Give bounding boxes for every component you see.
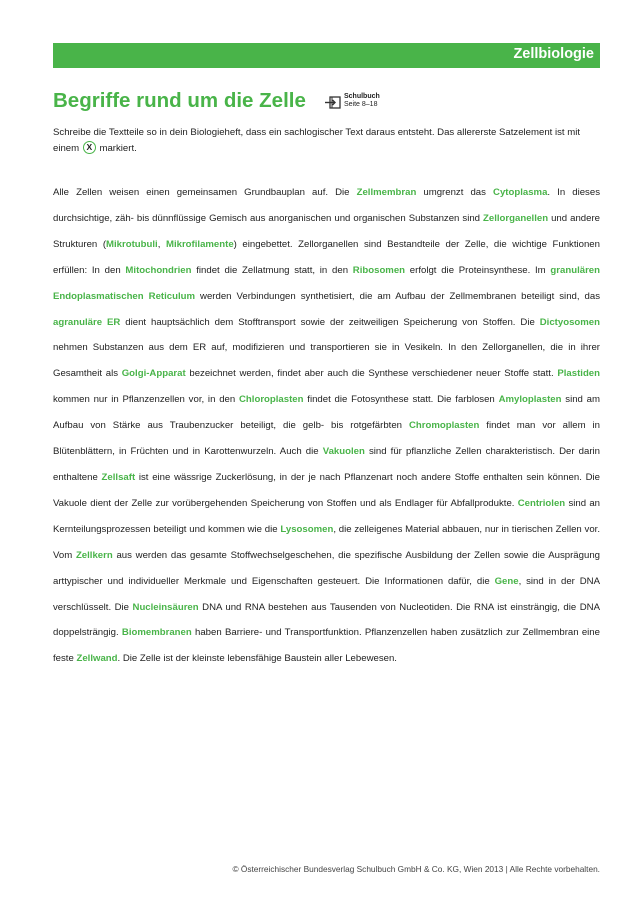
key-term: Zellorganellen	[483, 212, 549, 224]
body-text-segment: sind für pflanzliche Zellen charakteristisch. Der darin enthaltene	[53, 446, 600, 483]
instruction-before: Schreibe die Textteile so in dein Biologieheft, dass ein sachlogischer Text daraus entsteht. Das allererste Satzelement ist mit einem	[53, 127, 581, 154]
body-text-segment: haben Barriere- und Transportfunktion. Pflanzenzellen haben zusätzlich zur Zellmembran eine feste	[53, 627, 600, 665]
body-text-segment: bezeichnet werden, findet aber auch die Synthese verschiedener neuer Stoffe statt.	[185, 368, 558, 380]
key-term: Amyloplasten	[498, 394, 562, 406]
key-term: Chromoplasten	[408, 420, 480, 432]
key-term: granulären Endoplasmatischen Reticulum	[53, 264, 601, 302]
body-text-segment: erfolgt die Proteinsynthese. Im	[405, 264, 551, 276]
key-term: Biomembranen	[121, 627, 192, 639]
key-term: Ribosomen	[352, 264, 406, 276]
body-text-segment: ,	[157, 238, 166, 250]
body-text-segment: kommen nur in Pflanzenzellen vor, in den	[53, 394, 239, 406]
body-text-segment: , sind in der DNA verschlüsselt. Die	[53, 575, 600, 613]
body-text-segment: ist eine wässrige Zuckerlösung, in der je nach Pflanzenart noch andere Stoffe enthalten sein können. Die Vakuole dient der Zelle zur vorübergehenden Speicherung von Stoffen und als Endlager für Abfallprodukte.	[53, 471, 600, 509]
start-marker-icon: X	[83, 141, 96, 154]
copyright-footer: © Österreichischer Bundesverlag Schulbuch GmbH & Co. KG, Wien 2013 | Alle Rechte vorbehalten.	[232, 864, 600, 874]
body-text-segment: sind am Aufbau von Stärke aus Traubenzucker beteiligt, die gelb- bis rotgefärbten	[53, 394, 600, 432]
body-text-segment: werden Verbindungen synthetisiert, die am Aufbau der Zellmembranen beteiligt sind, das	[195, 290, 601, 302]
key-term: Cytoplasma	[493, 187, 548, 198]
key-term: Plastiden	[557, 368, 600, 380]
key-term: Chloroplasten	[239, 394, 304, 406]
body-text-segment: findet die Zellatmung statt, in den	[191, 264, 353, 276]
schoolbook-pages: Seite 8–18	[344, 101, 378, 108]
body-text-segment: nehmen Substanzen aus dem ER auf, modifizieren und transportieren sie in Vesikeln. In den Zellorganellen, die in ihrer Gesamtheit als	[53, 342, 600, 380]
page-title: Begriffe rund um die Zelle	[53, 89, 306, 112]
key-term: Zellsaft	[101, 471, 136, 483]
key-term: Gene	[494, 575, 519, 587]
schoolbook-label: Schulbuch	[344, 93, 380, 100]
key-term: Mitochondrien	[125, 264, 192, 276]
subject-header-bar	[53, 43, 600, 68]
instruction-after: markiert.	[99, 142, 137, 154]
body-text-segment: dient hauptsächlich dem Stofftransport sowie der zeitweiligen Speicherung von Stoffen. Die	[120, 316, 540, 328]
body-text-segment: DNA und RNA bestehen aus Tausenden von Nucleotiden. Die RNA ist einsträngig, die DNA doppelsträngig.	[53, 601, 600, 639]
body-text-segment: , die zelleigenes Material abbauen, nur in tierischen Zellen vor. Vom	[53, 523, 600, 561]
title-row	[53, 89, 600, 119]
body-text-segment: . In dieses durchsichtige, zäh- bis dünnflüssige Gemisch aus anorganischen und organischen Substanzen sind	[53, 187, 600, 224]
key-term: Vakuolen	[322, 446, 365, 458]
key-term: Mikrotubuli	[106, 238, 158, 250]
body-text-segment: ) eingebettet. Zellorganellen sind Bestandteile der Zelle, die wichtige Funktionen erfüllen: In den	[53, 238, 600, 276]
key-term: Zellwand	[76, 653, 118, 665]
key-term: Mikrofilamente	[165, 238, 234, 250]
body-text-segment: aus werden das gesamte Stoffwechselgeschehen, die spezifische Ausbildung der Zellen sowie die Ausprägung arttypischer und individueller Merkmale und Eigenschaften gesteuert. Die Informationen dafür, die	[53, 549, 600, 587]
body-text-segment: sind an Kernteilungsprozessen beteiligt und kommen wie die	[53, 497, 600, 535]
key-term: Lysosomen	[280, 523, 334, 535]
book-arrow-icon	[325, 96, 341, 109]
key-term: Dictyosomen	[539, 316, 600, 328]
body-text-segment: . Die Zelle ist der kleinste lebensfähige Baustein aller Lebewesen.	[117, 653, 397, 665]
cell-text-body	[53, 180, 600, 672]
body-text-segment: Alle Zellen weisen einen gemeinsamen Grundbauplan auf. Die	[53, 187, 357, 198]
subject-label: Zellbiologie	[513, 46, 594, 62]
body-text-segment: findet die Fotosynthese statt. Die farblosen	[303, 394, 499, 406]
key-term: agranuläre ER	[53, 316, 121, 328]
key-term: Nucleinsäuren	[132, 601, 199, 613]
instruction-text	[53, 125, 600, 156]
key-term: Golgi-Apparat	[121, 368, 186, 380]
key-term: Centriolen	[517, 497, 566, 509]
body-text-segment: findet man vor allem in Blütenblättern, in Früchten und in Karottenwurzeln. Auch die	[53, 420, 600, 458]
body-text-segment: umgrenzt das	[416, 187, 494, 198]
key-term: Zellmembran	[356, 187, 417, 198]
body-text-segment: und andere Strukturen (	[53, 212, 600, 250]
key-term: Zellkern	[75, 549, 113, 561]
